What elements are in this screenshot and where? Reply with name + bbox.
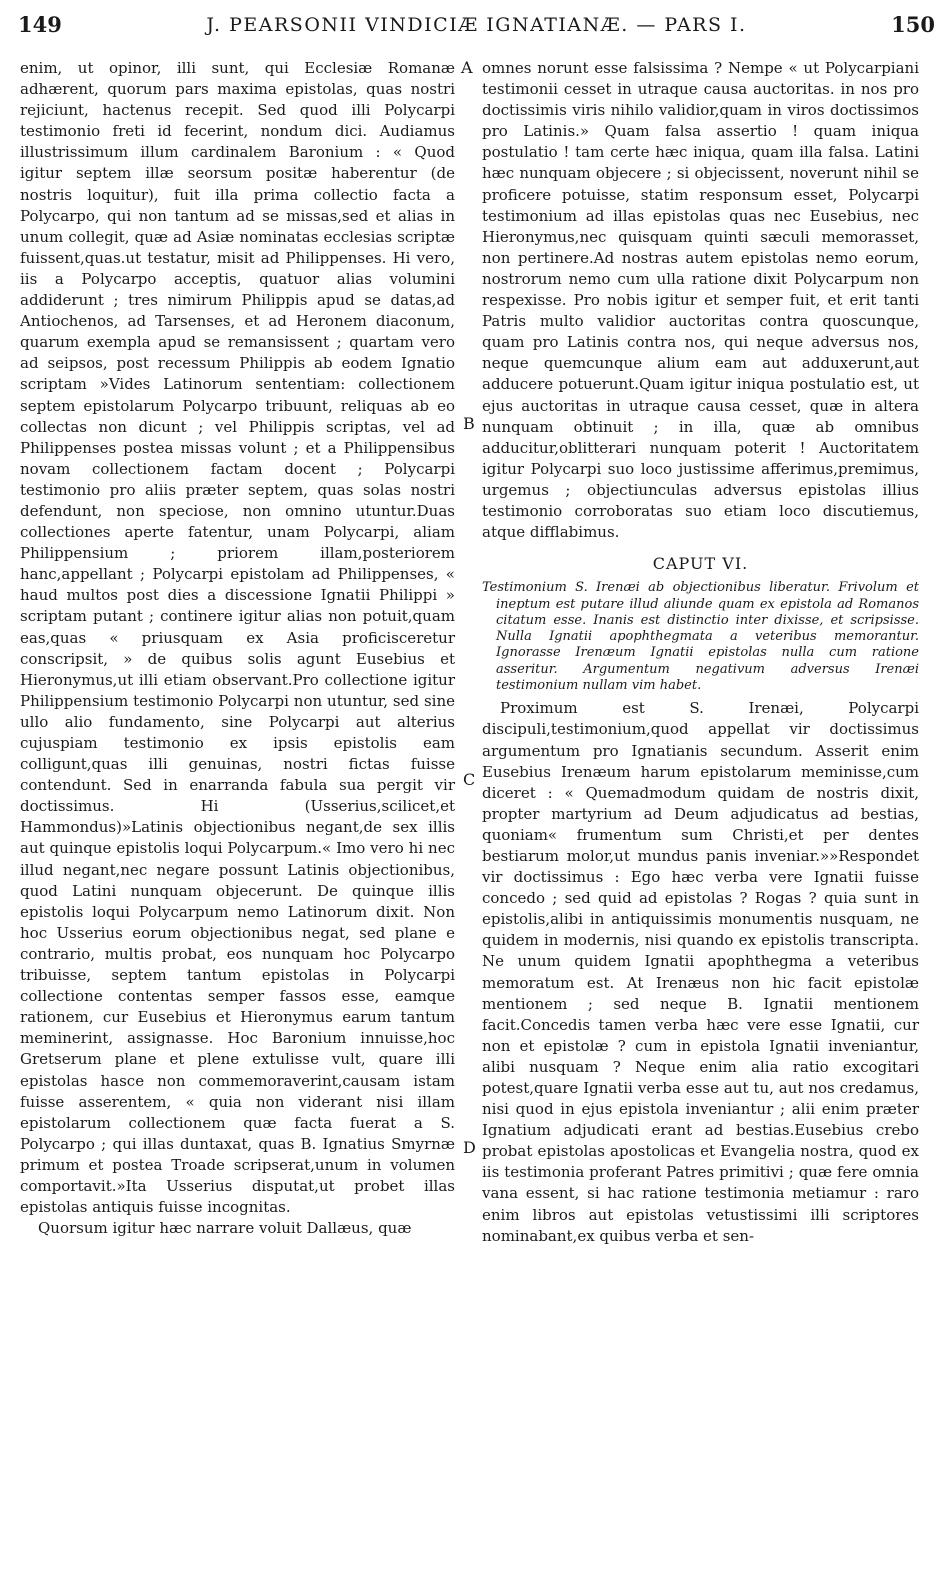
left-paragraph-1: enim, ut opinor, illi sunt, qui Ecclesiæ Romanæ adhærent, quorum pars maxima epistolas, quas nostri rejiciunt, hactenus recepit. Sed quod illi Polycarpi testimonio freti id fecerint, nondum dici. Audiamus illustrissimum illum cardinalem Baronium : « Quod igitur septem illæ seorsum positæ haberentur (de nostris loquitur), fuit illa prima collectio facta a Polycarpo, qui non tantum ad se missas,sed et alias in unum collegit, quæ ad Asiæ nominatas ecclesias scriptæ fuissent,quas.ut testatur, misit ad Philippenses. Hi vero, iis a Polycarpo acceptis, quatuor alias volumini addiderunt ; tres nimirum Philippis apud se datas,ad Antiochenos, ad Tarsenses, et ad Heronem diaconum, quarum exempla apud se remansissent ; quartam vero ad seipsos, post recessum Philippis ab eodem Ignatio scriptam »Vides Latinorum sententiam: collectionem septem epistolarum Polycarpo tribuunt, reliquas ab eo collectas non dicunt ; vel Philippis scriptas, vel ad Philippenses postea missas volunt ; et a Philippensibus novam collectionem factam docent ; Polycarpi testimonio pro aliis præter septem, quas solas nostri defendunt, non speciose, non omnino utuntur.Duas collectiones aperte fatentur, unam Polycarpi, aliam Philippensium ; priorem illam,posteriorem hanc,appellant ; Polycarpi epistolam ad Philippenses, « haud multos post dies a discessione Ignatii Philippi » scriptam putant ; continere igitur alias non potuit,quam eas,quas « priusquam ex Asia proficisceretur conscripsit, » de quibus solis agunt Eusebius et Hieronymus,ut illi etiam observant.Pro collectione igitur Philippensium testimonio Polycarpi non utuntur, sed sine ullo alio fundamento, sine Polycarpi aut alterius cujuspiam testimonio ex ipsis epistolis eam colligunt,quas illi genuinas, nostri fictas fuisse contendunt. Sed in enarranda fabula sua pergit vir doctissimus. Hi (Usserius,scilicet,et Hammondus)»Latinis objectionibus negant,de sex illis aut quinque epistolis loqui Polycarpum.« Imo vero hi nec illud negant,nec negare possunt Latinis objectionibus, quod Latini nunquam objecerunt. De quinque illis epistolis loqui Polycarpum nemo Latinorum dixit. Non hoc Usserius eorum objectionibus negat, sed plane e contrario, multis probat, eos nunquam hoc Polycarpo tribuisse, septem tantum epistolas in Polycarpi collectione contentas semper fassos esse, eamque rationem, cur Eusebius et Hieronymus earum tantum meminerint, assignasse. Hoc Baronium innuisse,hoc Gretserum plane et plene extulisse vult, quare illi epistolas hasce non commemoraverint,causam istam fuisse asserentem, « quia non viderant nisi illam epistolarum collectionem quæ facta fuerat a S. Polycarpo ; qui illas duntaxat, quas B. Ignatius Smyrnæ primum et postea Troade scripserat,unum in volumen comportavit.»Ita Usserius disputat,ut probet illas epistolas antiquis fuisse incognitas. bbox=[20, 59, 455, 1217]
left-page-number: 149 bbox=[18, 12, 62, 37]
right-page-number: 150 bbox=[891, 12, 935, 37]
margin-marker-b: B bbox=[463, 414, 475, 433]
margin-marker-c: C bbox=[463, 770, 476, 789]
right-paragraph-1: omnes norunt esse falsissima ? Nempe « ut Polycarpiani testimonii cesset in utraque causa auctoritas. in nos pro doctissimis viris nihilo validior,quam in viros doctissimos pro Latinis.» Quam falsa assertio ! quam iniqua postulatio ! tam certe hæc iniqua, quam illa falsa. Latini hæc nunquam objecere ; si objecissent, noverunt nihil se proficere potuisse, statim responsum esset, Polycarpi testimonium ad illas epistolas quas nec Eusebius, nec Hieronymus,nec quisquam quinti sæculi memorasset, non pertinere.Ad nostras autem epistolas nemo eorum, nostrorum nemo cum ulla ratione dixit Polycarpum non respexisse. Pro nobis igitur et semper fuit, et erit tanti Patris multo validior auctoritas contra quoscunque, quam pro Latinis contra nos, qui neque adversus nos, neque quemcunque alium eam aut adduxerunt,aut adducere potuerunt.Quam igitur iniqua postulatio est, ut ejus auctoritas in utraque causa cesset, quæ in altera nunquam obtinuit ; in illa, quæ ab omnibus adducitur,oblitterari nunquam poterit ! Auctoritatem igitur Polycarpi suo loco justissime afferimus,premimus, urgemus ; objectiunculas adversus epistolas illius testimonio corroboratas suo etiam loco discutiemus, atque difflabimus. bbox=[482, 59, 919, 542]
right-column bbox=[482, 58, 919, 1247]
left-paragraph-2: Quorsum igitur hæc narrare voluit Dallæus, quæ bbox=[38, 1219, 412, 1238]
margin-marker-a: A bbox=[461, 58, 473, 77]
chapter-title: CAPUT VI. bbox=[652, 554, 749, 574]
chapter-summary: Testimonium S. Irenæi ab objectionibus liberatur. Frivolum et ineptum est putare illud aliunde quam ex epistola ad Romanos citatum esse. Inanis est distinctio inter dixisse, et scripsisse. Nulla Ignatii apophthegmata a veteribus memorantur. Ignorasse Irenæum Ignatii epistolas nulla cum ratione asseritur. Argumentum negativum adversus Irenæi testimonium nullam vim habet. bbox=[482, 580, 919, 694]
margin-marker-d: D bbox=[463, 1138, 476, 1157]
right-paragraph-2: Proximum est S. Irenæi, Polycarpi discipuli,testimonium,quod appellat vir doctissimus argumentum pro Ignatianis secundum. Asserit enim Eusebius Irenæum harum epistolarum meminisse,cum diceret : « Quemadmodum quidam de nostris dixit, propter martyrium ad Deum adjudicatus ad bestias, quoniam« frumentum sum Christi,et per dentes bestiarum molor,ut mundus panis inveniar.»»Respondet vir doctissimus : Ego hæc verba vere Ignatii fuisse concedo ; sed quid ad epistolas ? Rogas ? quia sunt in epistolis,alibi in antiquissimis monumentis nusquam, ne quidem in modernis, nisi quando ex epistolis transcripta. Ne unum quidem Ignatii apophthegma a veteribus memoratum est. At Irenæus non hic facit epistolæ mentionem ; sed neque B. Ignatii mentionem facit.Concedis tamen verba hæc vere esse Ignatii, cur non et epistolæ ? cum in epistola Ignatii inveniantur, alibi nusquam ? Neque enim alia ratio excogitari potest,quare Ignatii verba esse aut tu, aut nos credamus, nisi quod in ejus epistola inveniantur ; alii enim præter Ignatium adjudicati erant ad bestias.Eusebius crebo probat epistolas apostolicas et Evangelia nostra, quod ex iis testimonia proferant Patres primitivi ; quæ fere omnia vana essent, si hac ratione testimonia metiamur : raro enim libros aut epistolas vetustissimi illi scriptores nominabant,ex quibus verba et sen- bbox=[482, 699, 919, 1245]
left-column bbox=[20, 58, 455, 1239]
page-header bbox=[18, 10, 935, 44]
running-title: J. PEARSONII VINDICIÆ IGNATIANÆ. — PARS I. bbox=[206, 14, 747, 36]
